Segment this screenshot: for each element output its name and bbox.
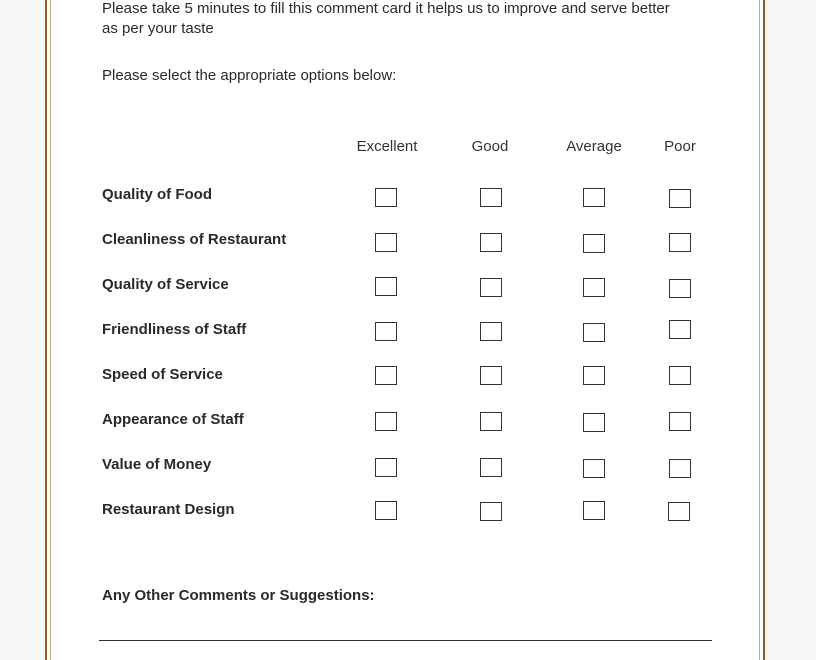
checkbox-cleanliness-good[interactable] bbox=[480, 233, 502, 252]
checkbox-friendliness-poor[interactable] bbox=[669, 320, 691, 339]
comments-label: Any Other Comments or Suggestions: bbox=[102, 587, 375, 604]
row-label-cleanliness-of-restaurant: Cleanliness of Restaurant bbox=[102, 231, 287, 248]
checkbox-quality-of-service-poor[interactable] bbox=[669, 279, 691, 298]
checkbox-friendliness-excellent[interactable] bbox=[375, 322, 397, 341]
checkbox-value-good[interactable] bbox=[480, 458, 502, 477]
column-header-excellent: Excellent bbox=[356, 138, 418, 155]
checkbox-cleanliness-average[interactable] bbox=[583, 234, 605, 253]
checkbox-value-average[interactable] bbox=[583, 459, 605, 478]
checkbox-value-poor[interactable] bbox=[669, 459, 691, 478]
checkbox-quality-of-service-average[interactable] bbox=[583, 278, 605, 297]
checkbox-speed-good[interactable] bbox=[480, 366, 502, 385]
checkbox-friendliness-average[interactable] bbox=[583, 323, 605, 342]
intro-text bbox=[102, 0, 702, 39]
row-label-restaurant-design: Restaurant Design bbox=[102, 501, 235, 518]
intro-line-1: Please take 5 minutes to fill this comment card it helps us to improve and serve better bbox=[102, 0, 670, 17]
checkbox-quality-of-food-average[interactable] bbox=[583, 188, 605, 207]
checkbox-quality-of-food-good[interactable] bbox=[480, 188, 502, 207]
checkbox-quality-of-food-poor[interactable] bbox=[669, 189, 691, 208]
checkbox-cleanliness-excellent[interactable] bbox=[375, 233, 397, 252]
checkbox-cleanliness-poor[interactable] bbox=[669, 233, 691, 252]
checkbox-speed-poor[interactable] bbox=[669, 366, 691, 385]
checkbox-appearance-good[interactable] bbox=[480, 412, 502, 431]
checkbox-design-average[interactable] bbox=[583, 501, 605, 520]
checkbox-quality-of-food-excellent[interactable] bbox=[375, 188, 397, 207]
row-label-value-of-money: Value of Money bbox=[102, 456, 212, 473]
checkbox-quality-of-service-good[interactable] bbox=[480, 278, 502, 297]
comments-input-line[interactable] bbox=[99, 640, 712, 641]
checkbox-design-good[interactable] bbox=[480, 502, 502, 521]
row-label-friendliness-of-staff: Friendliness of Staff bbox=[102, 321, 247, 338]
checkbox-quality-of-service-excellent[interactable] bbox=[375, 277, 397, 296]
checkbox-value-excellent[interactable] bbox=[375, 458, 397, 477]
checkbox-speed-excellent[interactable] bbox=[375, 366, 397, 385]
row-label-speed-of-service: Speed of Service bbox=[102, 366, 223, 383]
checkbox-appearance-poor[interactable] bbox=[669, 412, 691, 431]
checkbox-friendliness-good[interactable] bbox=[480, 322, 502, 341]
checkbox-appearance-average[interactable] bbox=[583, 413, 605, 432]
column-header-good: Good bbox=[471, 138, 509, 155]
checkbox-design-excellent[interactable] bbox=[375, 501, 397, 520]
column-header-poor: Poor bbox=[664, 138, 696, 155]
select-prompt: Please select the appropriate options below: bbox=[102, 67, 397, 84]
checkbox-speed-average[interactable] bbox=[583, 366, 605, 385]
row-label-quality-of-food: Quality of Food bbox=[102, 186, 212, 203]
row-label-quality-of-service: Quality of Service bbox=[102, 276, 229, 293]
row-label-appearance-of-staff: Appearance of Staff bbox=[102, 411, 244, 428]
checkbox-design-poor[interactable] bbox=[668, 502, 690, 521]
checkbox-appearance-excellent[interactable] bbox=[375, 412, 397, 431]
intro-line-2: as per your taste bbox=[102, 20, 214, 37]
column-header-average: Average bbox=[566, 138, 622, 155]
